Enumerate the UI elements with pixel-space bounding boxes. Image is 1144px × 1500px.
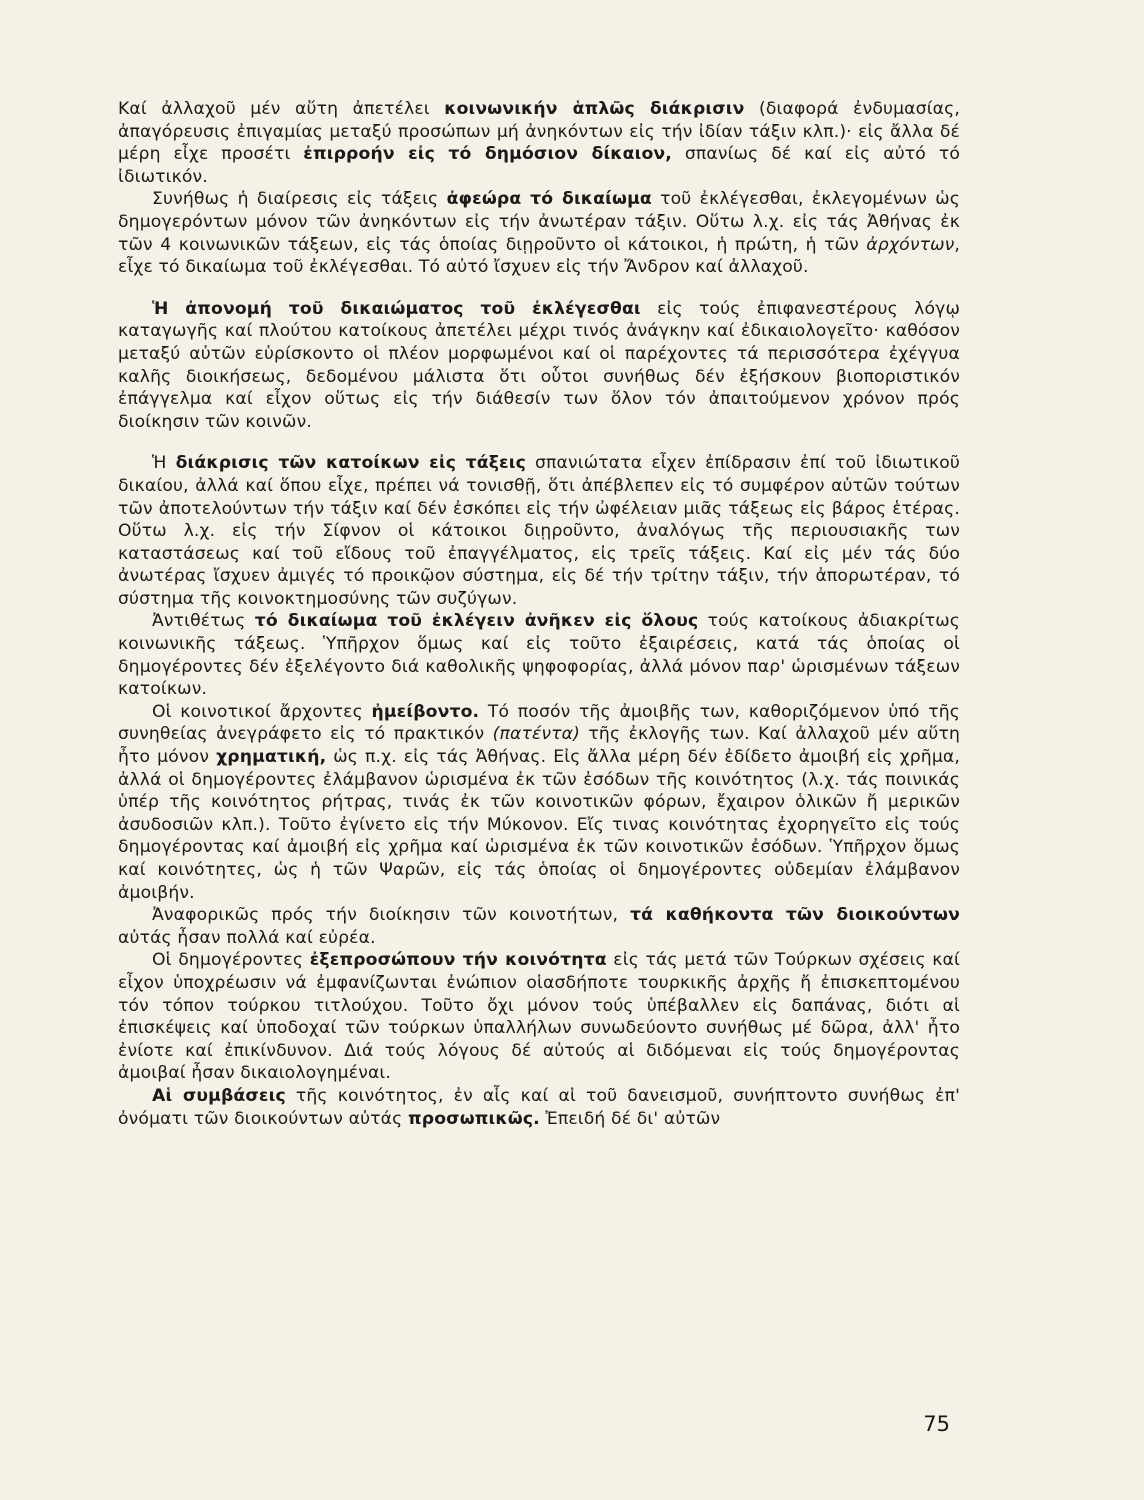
bold-phrase: τό δικαίωμα τοῦ ἐκλέγειν ἀνῆκεν εἰς ὅλους [254,611,699,632]
text-run: εἰς τούς ἐπιφανεστέρους λόγῳ καταγωγῆς καί πλούτου κατοίκους ἀπετέλει μέχρι τινός ἀνάγκην καί ἐδικαιολογεῖτο· καθόσον μεταξύ αὐτῶν εὑρίσκοντο οἱ πλέον μορφωμένοι καί οἱ παρέχοντες τά περισσότερα ἐχέγγυα καλῆς διοικήσεως, δεδομένου μάλιστα ὅτι οὗτοι συνήθως δέν ἐξήσκουν βιοποριστικόν ἐπάγγελμα καί εἶχον οὕτως εἰς τήν διάθεσίν των ὅλον τόν ἀπαιτούμενον χρόνον πρός διοίκησιν τῶν κοινῶν. [118,298,961,432]
text-run: Τό ποσόν τῆς ἀμοιβῆς των, καθοριζόμενον ὑπό τῆς συνηθείας ἀνεγράφετο εἰς τό πρακτικόν [118,701,960,745]
paragraph-4 [118,452,960,610]
bold-phrase: Ἡ ἀπονομή τοῦ δικαιώματος τοῦ ἐκλέγεσθαι [152,298,641,319]
text-run: Συνήθως ἡ διαίρεσις εἰς τάξεις [152,189,447,210]
text-run: εἰς τάς μετά τῶν Τούρκων σχέσεις καί εἶχον ὑποχρέωσιν νά ἐμφανίζωνται ἐνώπιον οἱασδήποτε τουρκικῆς ἀρχῆς ἤ ἐπισκεπτομένου τόν τόπον τούρκου τιτλούχου. Τοῦτο ὄχι μόνον τούς ὑπέβαλλεν εἰς δαπάνας, διότι αἱ ἐπισκέψεις καί ὑποδοχαί τῶν τούρκων ὑπαλλήλων συνωδεύοντο συνήθως μέ δῶρα, ἀλλ' ἦτο ἐνίοτε καί ἐπικίνδυνον. Διά τούς λόγους δέ αὐτούς αἱ διδόμεναι εἰς τούς δημογέροντας ἀμοιβαί ἦσαν δικαιολογημέναι. [118,950,961,1084]
text-run: Ἡ [152,453,176,474]
bold-phrase: διάκρισις τῶν κατοίκων εἰς τάξεις [175,453,526,474]
bold-phrase: ἐξεπροσώπουν τήν κοινότητα [309,950,607,971]
paragraph-9 [118,1085,960,1130]
text-run: , εἶχε τό δικαίωμα τοῦ ἐκλέγεσθαι. Τό αὐτό ἴσχυεν εἰς τήν Ἄνδρον καί ἀλλαχοῦ. [118,234,960,278]
text-run: τοῦ ἐκλέγεσθαι, ἐκλεγομένων ὡς δημογερόντων μόνον τῶν ἀνηκόντων εἰς τήν ἀνωτέραν τάξιν. Οὕτω λ.χ. εἰς τάς Ἀθήνας ἐκ τῶν 4 κοινωνικῶν τάξεων, εἰς τάς ὁποίας διῃροῦντο οἱ κάτοικοι, ἡ πρώτη, ἡ τῶν [118,189,961,255]
italic-phrase: ἀρχόντων [866,234,955,255]
text-run: (διαφορά ἐνδυμασίας, ἀπαγόρευσις ἐπιγαμίας μεταξύ προσώπων μή ἀνηκόντων εἰς τήν ἰδίαν τάξιν κλπ.)· εἰς ἄλλα δέ μέρη εἶχε προσέτι [118,99,960,165]
italic-phrase: (πατέντα) [492,724,580,745]
text-run: σπανιώτατα εἶχεν ἐπίδρασιν ἐπί τοῦ ἰδιωτικοῦ δικαίου, ἀλλά καί ὅπου εἶχε, πρέπει νά τονισθῇ, ὅτι ἀπέβλεπεν εἰς τό συμφέρον αὐτῶν τούτων τῶν ἀποτελούντων τήν τάξιν καί δέν ἐσκόπει εἰς τήν ὠφέλειαν μιᾶς τάξεως εἰς βάρος ἑτέρας. Οὕτω λ.χ. εἰς τήν Σίφνον οἱ κάτοικοι διῃροῦντο, ἀναλόγως τῆς περιουσιακῆς των καταστάσεως καί τοῦ εἴδους τοῦ ἐπαγγέλματος, εἰς τρεῖς τάξεις. Καί εἰς μέν τάς δύο ἀνωτέρας ἴσχυεν ἀμιγές τό προικῷον σύστημα, εἰς δέ τήν τρίτην τάξιν, τήν ἀπορωτέραν, τό σύστημα τῆς κοινοκτημοσύνης τῶν συζύγων. [118,453,960,609]
text-run: Καί ἀλλαχοῦ μέν αὕτη ἀπετέλει [118,99,445,119]
text-run: Ἀναφορικῶς πρός τήν διοίκησιν τῶν κοινοτήτων, [152,905,631,926]
bold-phrase: τά καθήκοντα τῶν διοικούντων [630,905,960,926]
text-run: αὐτάς ἦσαν πολλά καί εὐρέα. [118,927,376,948]
text-run: ὡς π.χ. εἰς τάς Ἀθήνας. Εἰς ἄλλα μέρη δέν ἐδίδετο ἀμοιβή εἰς χρῆμα, ἀλλά οἱ δημογέροντες ἐλάμβανον ὡρισμένα ἐκ τῶν ἐσόδων τῆς κοινότητος (λ.χ. τάς ποινικάς ὑπέρ τῆς κοινότητος ρήτρας, τινάς ἐκ τῶν κοινοτικῶν φόρων, ἔχαιρον ὁλικῶν ἤ μερικῶν ἀσυδοσιῶν κλπ.). Τοῦτο ἐγίνετο εἰς τήν Μύκονον. Εἴς τινας κοινότητας ἐχορηγεῖτο εἰς τούς δημογέροντας καί ἀμοιβή εἰς χρῆμα καί ὡρισμένα ἐκ τῶν κοινοτικῶν ἐσόδων. Ὑπῆρχον ὅμως καί κοινότητες, ὡς ἡ τῶν Ψαρῶν, εἰς τάς ὁποίας οἱ δημογέροντες οὐδεμίαν ἐλάμβανον ἀμοιβήν. [118,747,960,903]
text-run: τῆς κοινότητος, ἐν αἷς καί αἱ τοῦ δανεισμοῦ, συνήπτοντο συνήθως ἐπ' ὀνόματι τῶν διοικούντων αὐτάς [118,1085,960,1129]
text-run: τούς κατοίκους ἀδιακρίτως κοινωνικῆς τάξεως. Ὑπῆρχον ὅμως καί εἰς τοῦτο ἐξαιρέσεις, κατά τάς ὁποίας οἱ δημογέροντες δέν ἐξελέγοντο διά καθολικῆς ψηφοφορίας, ἀλλά μόνον παρ' ὡρισμένων τάξεων κατοίκων. [118,611,960,700]
paragraph-7 [118,904,960,949]
paragraph-2 [118,188,960,278]
bold-phrase: προσωπικῶς. [408,1108,540,1129]
text-run: Οἱ δημογέροντες [152,950,310,971]
bold-phrase: ἀφεώρα τό δικαίωμα [446,189,652,210]
bold-phrase: χρηματική, [216,747,327,768]
text-run: Ἐπειδή δέ δι' αὐτῶν [539,1108,721,1129]
text-run: τῆς ἐκλογῆς των. Καί ἀλλαχοῦ μέν αὕτη ἦτο μόνον [118,724,960,768]
paragraph-1 [118,98,960,188]
text-run: Ἀντιθέτως [152,611,255,632]
bold-phrase: ἠμείβοντο. [371,701,480,722]
bold-phrase: κοινωνικήν ἁπλῶς διάκρισιν [444,99,745,119]
bold-phrase: ἐπιρροήν εἰς τό δημόσιον δίκαιον, [303,144,672,165]
paragraph-8 [118,949,960,1085]
bold-phrase: Αἱ συμβάσεις [152,1085,286,1106]
text-run: Οἱ κοινοτικοί ἄρχοντες [152,701,372,722]
paragraph-3 [118,298,960,434]
page-number: 75 [923,1412,950,1436]
body-text [118,98,960,1130]
text-run: σπανίως δέ καί εἰς αὐτό τό ἰδιωτικόν. [118,144,960,187]
paragraph-5 [118,610,960,700]
paragraph-6 [118,701,960,904]
